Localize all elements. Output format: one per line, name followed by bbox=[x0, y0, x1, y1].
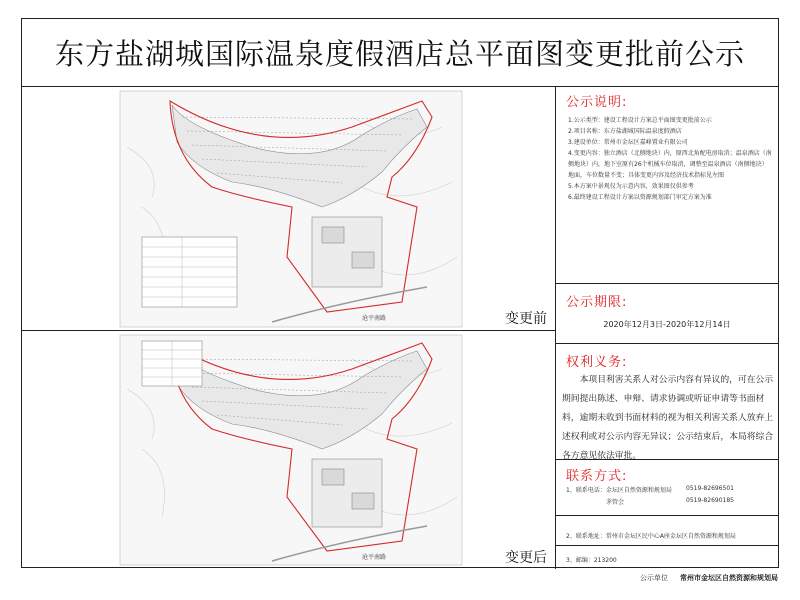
period-value: 2020年12月3日-2020年12月14日 bbox=[603, 320, 731, 329]
notice-item: 6.最终建设工程设计方案以资源规划部门审定方案为准 bbox=[568, 194, 712, 201]
period-heading: 公示期限: bbox=[566, 295, 628, 310]
site-plan-after-drawing bbox=[22, 331, 555, 569]
contact-phone-label: 1、联系电话：金坛区自然资源和规划局 bbox=[566, 487, 672, 494]
contact-phone-2: 0519-82690185 bbox=[686, 497, 734, 504]
rights-heading: 权利义务: bbox=[566, 355, 628, 370]
notice-heading: 公示说明: bbox=[566, 95, 628, 110]
divider bbox=[556, 343, 778, 344]
page-title: 东方盐湖城国际温泉度假酒店总平面图变更批前公示 bbox=[22, 19, 778, 87]
divider bbox=[556, 459, 778, 460]
notice-item: 3.建设单位：常州市金坛区嘉峰置业有限公司 bbox=[568, 139, 688, 146]
plan-column bbox=[22, 87, 556, 569]
notice-item: 1.公示类型：建设工程设计方案总平面图变更批前公示 bbox=[568, 117, 712, 124]
plan-before-label: 变更前 bbox=[503, 308, 549, 328]
road-name-after: 沧平南路 bbox=[362, 554, 387, 561]
footer bbox=[634, 573, 778, 583]
notice-board bbox=[21, 18, 779, 568]
info-column bbox=[556, 87, 778, 569]
notice-list bbox=[568, 115, 773, 203]
plan-after-panel bbox=[22, 331, 555, 569]
contact-phone-1: 0519-82696501 bbox=[686, 485, 734, 492]
divider bbox=[556, 515, 778, 516]
plan-before-panel bbox=[22, 87, 555, 331]
plan-after-label: 变更后 bbox=[503, 547, 549, 567]
contact-phone-secondary bbox=[566, 497, 734, 506]
rights-text: 本项目利害关系人对公示内容有异议的，可在公示期间提出陈述、申辩、请求协调或听证申请等书面材料，逾期未收到书面材料的视为相关利害关系人放弃上述权利或对公示内容无异议；公示结束后，本局将综合各方意见依法审批。 bbox=[562, 375, 774, 461]
notice-item: 4.变更内容：独立酒店（北侧地块）内，原西北角配电房取消；温泉酒店（南侧地块）内，地下室原有26个机械车位取消，调整至温泉酒店（南侧地块）地面，车位数量不变；具体变更内容及经济技术指标见左图 bbox=[568, 150, 772, 179]
notice-item: 5.本方案中景观仅为示意内容，效果图仅供参考 bbox=[568, 183, 694, 190]
divider bbox=[556, 283, 778, 284]
contact-phone bbox=[566, 485, 734, 494]
contact-postcode: 3、邮编：213200 bbox=[566, 557, 617, 564]
contact-heading: 联系方式: bbox=[566, 469, 628, 484]
footer-label: 公示单位 bbox=[640, 574, 668, 582]
notice-item: 2.项目名称：东方盐湖城国际温泉度假酒店 bbox=[568, 128, 682, 135]
contact-phone-name: 茅管会 bbox=[606, 499, 625, 506]
divider bbox=[556, 545, 778, 546]
site-plan-before-drawing bbox=[22, 87, 555, 331]
footer-org: 常州市金坛区自然资源和规划局 bbox=[680, 574, 778, 582]
road-name-before: 沧平南路 bbox=[362, 315, 387, 322]
contact-address: 2、联系地址：常州市金坛区民中心A座金坛区自然资源和规划局 bbox=[566, 533, 736, 540]
